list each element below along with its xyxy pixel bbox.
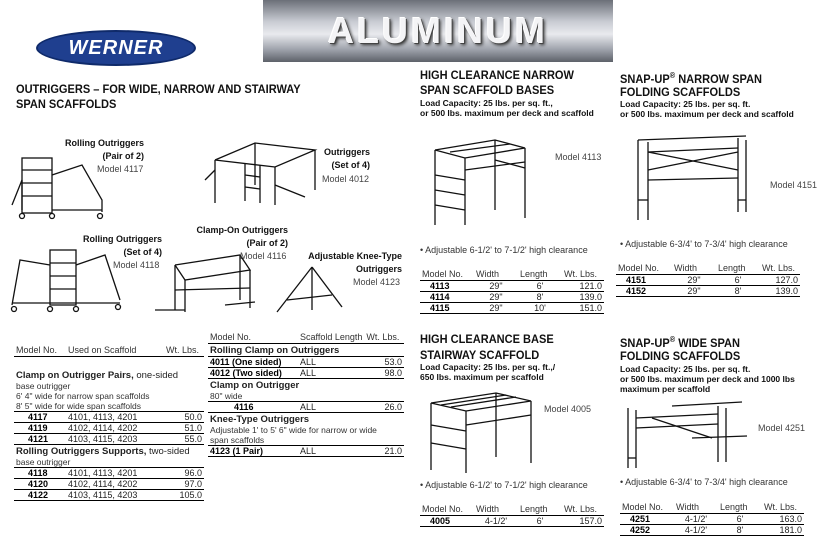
cell: 157.0	[562, 515, 604, 526]
rc-group2-title: Clamp on Outrigger	[210, 379, 300, 391]
snap-wide-title-a: SNAP-UP	[620, 336, 670, 350]
rc-group2-desc: 80" wide	[208, 391, 404, 402]
table-row	[208, 367, 404, 378]
cell: 51.0	[164, 422, 204, 433]
table-row	[420, 280, 604, 291]
table-row	[14, 489, 204, 500]
cell: 29"	[672, 274, 716, 285]
rc-group3-desc-0: Adjustable 1' to 5' 6" wide for narrow or wide	[210, 424, 377, 435]
snap-wide-load2: or 500 lbs. maximum per deck and 1000 lbs	[620, 374, 795, 384]
hc-narrow-model: Model 4113	[555, 152, 602, 162]
img2-label2: (Set of 4)	[331, 160, 370, 170]
cell: 55.0	[164, 433, 204, 444]
img1-label2: (Pair of 2)	[102, 151, 144, 161]
img3-label1: Rolling Outriggers	[82, 234, 162, 244]
col-header-length: Length	[718, 501, 762, 513]
cell: 29"	[474, 280, 518, 291]
snap-narrow-load1: Load Capacity: 25 lbs. per sq. ft.	[620, 99, 751, 109]
cell: 4122	[14, 489, 66, 500]
img3-model: Model 4118	[113, 260, 160, 270]
cell: 4117	[14, 411, 66, 422]
cell: 139.0	[760, 285, 800, 296]
cell: 8'	[718, 524, 762, 535]
col-header-length: Length	[716, 262, 760, 274]
col-header-weight: Wt. Lbs.	[562, 503, 604, 515]
cell: 4118	[14, 467, 66, 478]
snap-wide-load3: maximum per scaffold	[620, 384, 711, 394]
hc-stair-note: • Adjustable 6-1/2' to 7-1/2' high clearance	[420, 480, 588, 490]
cell: 4103, 4115, 4203	[66, 489, 164, 500]
registered-mark: ®	[669, 335, 676, 344]
cell: 4101, 4113, 4201	[66, 411, 164, 422]
table-row	[14, 467, 204, 478]
col-header-length: Length	[518, 268, 562, 280]
cell: 4113	[420, 280, 474, 291]
hc-stair-model: Model 4005	[544, 404, 592, 414]
cell: 4123 (1 Pair)	[208, 445, 298, 456]
outrigger-pairs-table	[14, 344, 204, 501]
cell: 4012 (Two sided)	[208, 367, 298, 378]
hc-stair-scaffold-illustration	[426, 385, 536, 475]
img1-model: Model 4117	[97, 164, 144, 174]
group1-title-rest: one-sided	[133, 369, 179, 381]
hc-narrow-scaffold-illustration	[430, 130, 530, 230]
cell: 4011 (One sided)	[208, 356, 298, 367]
outriggers-title-line2: SPAN SCAFFOLDS	[16, 97, 117, 111]
group1-desc-1: 6' 4" wide for narrow span scaffolds	[16, 390, 150, 401]
cell: ALL	[298, 445, 364, 456]
table-row	[620, 513, 804, 524]
cell: 4-1/2'	[674, 524, 718, 535]
img4-label2: (Pair of 2)	[246, 238, 288, 248]
outriggers-title-line1: OUTRIGGERS – FOR WIDE, NARROW AND STAIRWAY	[16, 82, 301, 96]
registered-mark: ®	[669, 71, 676, 80]
cell: 181.0	[762, 524, 804, 535]
group-title	[14, 444, 204, 457]
col-header-model: Model No.	[14, 344, 66, 356]
img1-label1: Rolling Outriggers	[64, 138, 144, 148]
table-row	[420, 291, 604, 302]
col-header-width: Width	[674, 501, 718, 513]
group-title	[14, 356, 204, 381]
snap-narrow-load2: or 500 lbs. maximum per deck and scaffold	[620, 109, 794, 119]
hc-narrow-title-line1: HIGH CLEARANCE NARROW	[420, 68, 574, 82]
cell: 26.0	[364, 401, 404, 412]
cell: 4102, 4114, 4202	[66, 422, 164, 433]
cell: 4252	[620, 524, 674, 535]
hc-narrow-load1: Load Capacity: 25 lbs. per sq. ft.,	[420, 98, 553, 108]
cell: 6'	[718, 513, 762, 524]
hc-stair-title-line2: STAIRWAY SCAFFOLD	[420, 348, 540, 362]
table-row	[620, 524, 804, 535]
cell: 4103, 4115, 4203	[66, 433, 164, 444]
table-row	[14, 422, 204, 433]
group1-title: Clamp on Outrigger Pairs,	[16, 369, 134, 381]
snap-wide-note: • Adjustable 6-3/4' to 7-3/4' high clearance	[620, 477, 788, 487]
col-header-weight: Wt. Lbs.	[562, 268, 604, 280]
cell: 4115	[420, 302, 474, 313]
cell: 53.0	[364, 356, 404, 367]
werner-logo	[36, 30, 196, 66]
cell: 8'	[716, 285, 760, 296]
cell: 50.0	[164, 411, 204, 422]
cell: ALL	[298, 367, 364, 378]
cell: 4119	[14, 422, 66, 433]
group1-desc-0: base outrigger	[16, 380, 71, 391]
hc-narrow-load2: or 500 lbs. maximum per deck and scaffold	[420, 108, 594, 118]
snap-wide-scaffold-illustration	[622, 398, 752, 473]
snap-narrow-model: Model 4151	[770, 180, 818, 190]
col-header-used-on: Used on Scaffold	[66, 344, 164, 356]
snap-wide-table	[620, 501, 804, 536]
cell: 29"	[474, 291, 518, 302]
cell: 21.0	[364, 445, 404, 456]
col-header-weight: Wt. Lbs.	[760, 262, 800, 274]
snap-wide-title-b: WIDE SPAN	[675, 336, 740, 350]
col-header-weight: Wt. Lbs.	[364, 331, 404, 343]
cell: 139.0	[562, 291, 604, 302]
cell: 4120	[14, 478, 66, 489]
cell: 4-1/2'	[474, 515, 518, 526]
img2-model: Model 4012	[322, 174, 370, 184]
cell: 4251	[620, 513, 674, 524]
table-row	[208, 445, 404, 456]
cell: ALL	[298, 401, 364, 412]
col-header-model: Model No.	[420, 503, 474, 515]
img4-label1: Clamp-On Outriggers	[196, 225, 288, 235]
img5-label2: Outriggers	[355, 264, 402, 274]
cell: 4114	[420, 291, 474, 302]
table-row	[208, 356, 404, 367]
img3-label2: (Set of 4)	[123, 247, 162, 257]
cell: 29"	[474, 302, 518, 313]
rc-group3-title: Knee-Type Outriggers	[210, 413, 310, 425]
cell: 10'	[518, 302, 562, 313]
table-row	[208, 401, 404, 412]
outrigger-clamps-table	[208, 331, 404, 457]
col-header-width: Width	[474, 503, 518, 515]
cell: 163.0	[762, 513, 804, 524]
cell: 4102, 4114, 4202	[66, 478, 164, 489]
img2-label1: Outriggers	[323, 147, 370, 157]
logo-text: WERNER	[68, 36, 164, 59]
table-row	[616, 274, 800, 285]
hc-stair-load1: Load Capacity: 25 lbs. per sq. ft.,/	[420, 362, 556, 372]
table-row	[14, 478, 204, 489]
col-header-weight: Wt. Lbs.	[164, 344, 204, 356]
cell: 6'	[716, 274, 760, 285]
snap-wide-model: Model 4251	[758, 423, 806, 433]
snap-wide-load1: Load Capacity: 25 lbs. per sq. ft.	[620, 364, 751, 374]
col-header-model: Model No.	[620, 501, 674, 513]
hc-stair-load2: 650 lbs. maximum per scaffold	[420, 372, 544, 382]
hc-stair-title-line1: HIGH CLEARANCE BASE	[420, 332, 554, 346]
img5-label1: Adjustable Knee-Type	[308, 251, 402, 261]
img4-model: Model 4116	[240, 251, 287, 261]
col-header-width: Width	[474, 268, 518, 280]
banner-text: ALUMINUM	[328, 10, 548, 51]
hc-narrow-table	[420, 268, 604, 314]
table-row	[420, 302, 604, 313]
snap-narrow-scaffold-illustration	[628, 130, 753, 225]
cell: 4-1/2'	[674, 513, 718, 524]
cell: 4005	[420, 515, 474, 526]
cell: 127.0	[760, 274, 800, 285]
table-row	[420, 515, 604, 526]
cell: 4152	[616, 285, 672, 296]
cell: 105.0	[164, 489, 204, 500]
cell: 6'	[518, 515, 562, 526]
img5-model: Model 4123	[353, 277, 401, 287]
snap-wide-title-line2: FOLDING SCAFFOLDS	[620, 349, 741, 363]
cell: 6'	[518, 280, 562, 291]
group1-desc-2: 8' 5" wide for wide span scaffolds	[14, 401, 204, 412]
table-row	[14, 433, 204, 444]
table-row	[14, 411, 204, 422]
table-row	[616, 285, 800, 296]
col-header-length: Length	[518, 503, 562, 515]
hc-narrow-note: • Adjustable 6-1/2' to 7-1/2' high clearance	[420, 245, 588, 255]
cell: 121.0	[562, 280, 604, 291]
col-header-scaffold-length: Scaffold Length	[300, 331, 363, 342]
outriggers-set-illustration	[205, 135, 320, 207]
cell: 29"	[672, 285, 716, 296]
col-header-model: Model No.	[616, 262, 672, 274]
col-header-model: Model No.	[420, 268, 474, 280]
cell: ALL	[298, 356, 364, 367]
cell: 4116	[208, 401, 298, 412]
cell: 4101, 4113, 4201	[66, 467, 164, 478]
hc-narrow-title-line2: SPAN SCAFFOLD BASES	[420, 83, 555, 97]
snap-narrow-title-line2: FOLDING SCAFFOLDS	[620, 85, 741, 99]
group2-desc-0: base outrigger	[14, 457, 204, 468]
cell: 97.0	[164, 478, 204, 489]
group2-title: Rolling Outriggers Supports,	[16, 445, 147, 457]
cell: 4121	[14, 433, 66, 444]
aluminum-banner	[263, 0, 613, 62]
cell: 151.0	[562, 302, 604, 313]
snap-narrow-note: • Adjustable 6-3/4' to 7-3/4' high clearance	[620, 239, 788, 249]
cell: 8'	[518, 291, 562, 302]
snap-narrow-table	[616, 262, 800, 297]
cell: 98.0	[364, 367, 404, 378]
hc-stair-table	[420, 503, 604, 527]
col-header-weight: Wt. Lbs.	[762, 501, 804, 513]
cell: 4151	[616, 274, 672, 285]
snap-narrow-title-b: NARROW SPAN	[675, 72, 763, 86]
rc-group1-title: Rolling Clamp on Outriggers	[208, 343, 404, 356]
group2-title-rest: two-sided	[146, 445, 190, 457]
cell: 96.0	[164, 467, 204, 478]
snap-narrow-title-a: SNAP-UP	[620, 72, 670, 86]
col-header-model: Model No.	[208, 331, 298, 343]
col-header-width: Width	[672, 262, 716, 274]
rc-group3-desc-1: span scaffolds	[208, 435, 404, 446]
